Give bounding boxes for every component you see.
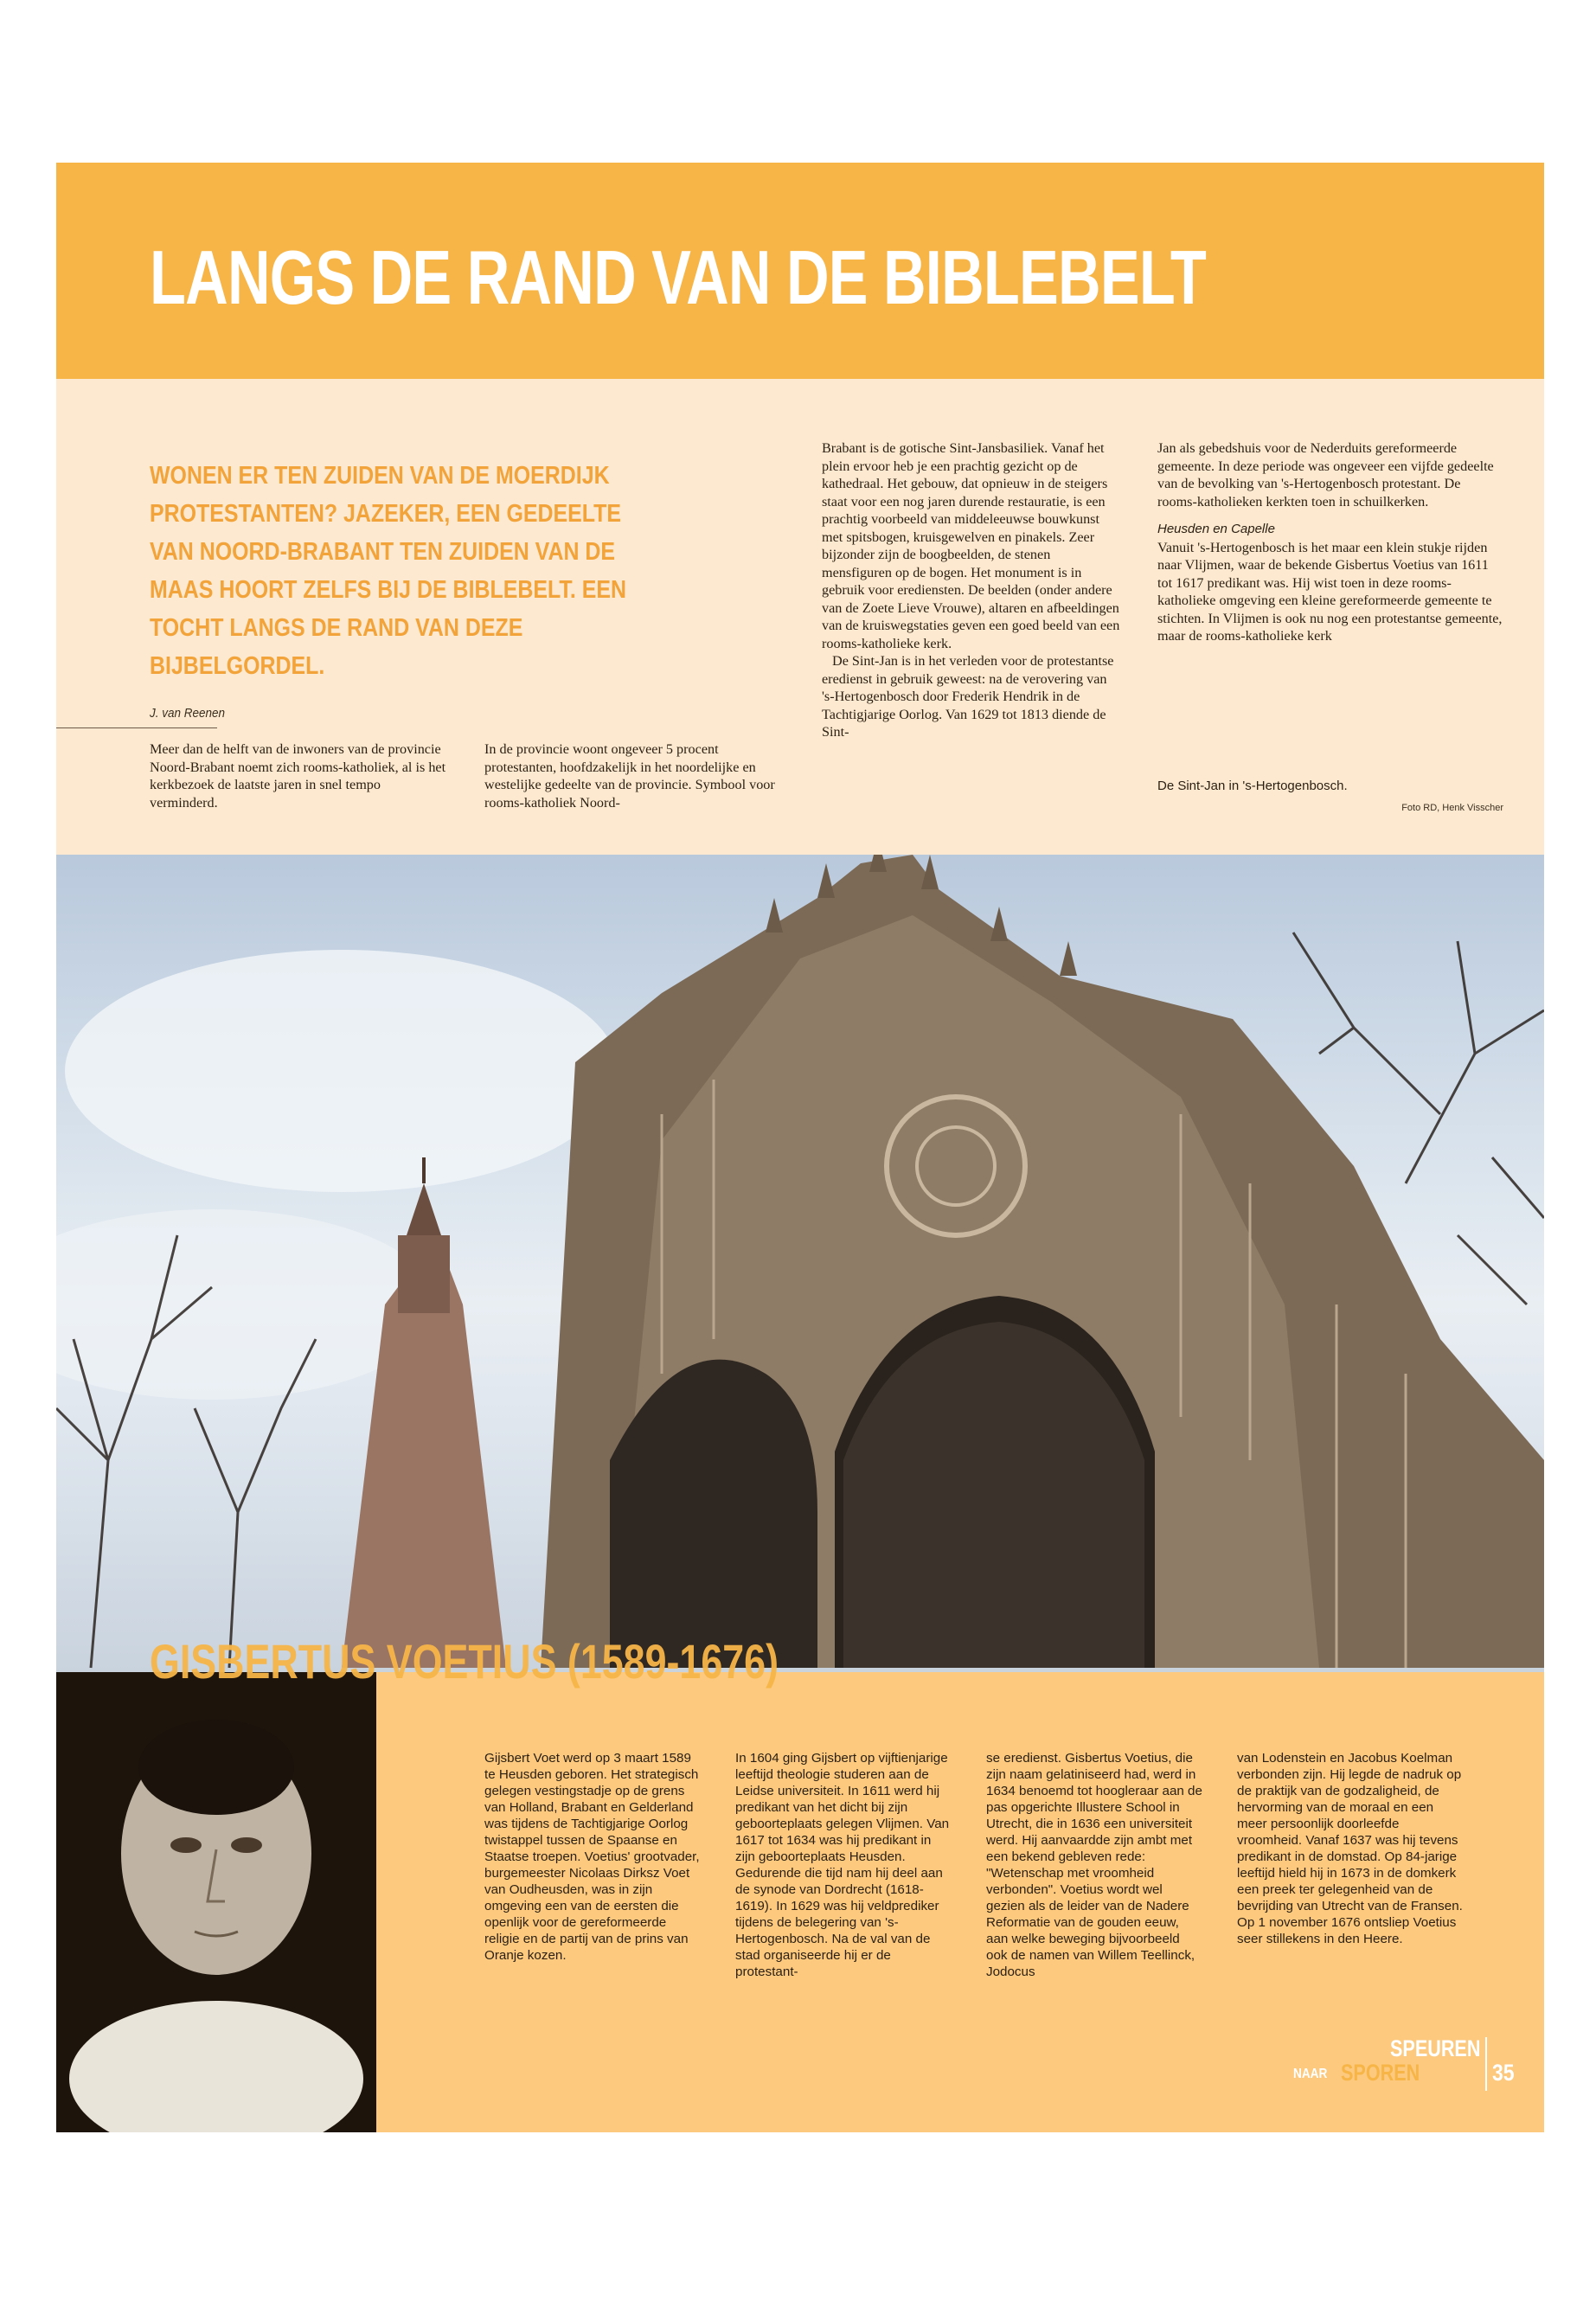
page-title: LANGS DE RAND VAN DE BIBLEBELT [150,234,1207,320]
intro-column-4-text-b: Vanuit 's-Hertogenbosch is het maar een klein stukje rijden naar Vlijmen, waar de bekende Gisbertus Voetius van 1611 tot 1617 predikant was. Hij wist toen in deze rooms-katholieke omgeving een kleine gereformeerde gemeente te stichten. In Vlijmen is ook nu nog een protestantse gemeente, maar de rooms-katholieke kerk [1157,539,1503,644]
intro-column-1 [150,740,448,811]
byline-divider [56,727,217,728]
page-number: 35 [1492,2060,1515,2086]
header-band [56,163,1544,379]
voetius-column-1 [484,1750,701,1964]
cathedral-illustration [56,855,1544,1672]
voetius-title: GISBERTUS VOETIUS (1589-1676) [150,1634,779,1689]
byline: J. van Reenen [150,706,226,721]
voetius-column-4-text: van Lodenstein en Jacobus Koelman verbonden zijn. Hij legde de nadruk op de praktijk van de godzaligheid, de hervorming van de moraal en een meer persoonlijk doorleefde vroomheid. Vanaf 1637 was hij tevens predikant in de domstad. Op 84-jarige leeftijd hield hij in 1673 in de domkerk een preek ter gelegenheid van de bevrijding van Utrecht van de Fransen. Op 1 november 1676 ontsliep Voetius seer stillekens in den Heere. [1237,1751,1463,1946]
brand-divider [1485,2037,1487,2091]
brand-speuren: SPEUREN [1390,2035,1481,2061]
intro-column-4 [1157,439,1503,645]
brand-sporen: SPOREN [1341,2060,1420,2086]
section-subheading: Heusden en Capelle [1157,522,1275,536]
voetius-column-3-text: se eredienst. Gisbertus Voetius, die zijn naam gelatiniseerd had, werd in 1634 benoemd tot hoogleraar aan de pas opgerichte Illustere School in Utrecht, die in 1636 een universiteit werd. Hij aanvaardde zijn ambt met een bekend gebleven rede: "Wetenschap met vroomheid verbonden". Voetius wordt wel gezien als de leider van de Nadere Reformatie van de gouden eeuw, aan welke beweging bijvoorbeeld ook de namen van Willem Teellinck, Jodocus [986,1751,1202,1979]
intro-column-4-text-a: Jan als gebedshuis voor de Nederduits gereformeerde gemeente. In deze periode was ongeveer een vijfde gedeelte van de bevolking van 's-Hertogenbosch protestant. De rooms-katholieken kerkten toen in schuilkerken. [1157,440,1494,510]
intro-section [56,379,1544,855]
voetius-column-3 [986,1750,1202,1980]
voetius-column-2 [735,1750,952,1980]
intro-column-3-text-a: Brabant is de gotische Sint-Jansbasiliek. Vanaf het plein ervoor heb je een prachtig gezicht op de kathedraal. Het gebouw, dat opnieuw in de steigers staat voor een nog jaren durende restauratie, is een prachtig voorbeeld van middeleeuwse bouwkunst met spitsbogen, kruisgewelven en pinakels. Zeer bijzonder zijn de boogbeelden, de stenen mensfiguren op de bogen. Het monument is in gebruik voor erediensten. De beelden (onder andere van de Zoete Lieve Vrouwe), altaren en afbeeldingen van de kruiswegstaties geven een goed beeld van een rooms-katholieke kerk. [822,440,1120,651]
photo-credit: Foto RD, Henk Visscher [1401,803,1503,813]
cathedral-photo [56,855,1544,1672]
voetius-portrait [56,1672,376,2132]
voetius-column-2-text: In 1604 ging Gijsbert op vijftienjarige leeftijd theologie studeren aan de Leidse universiteit. In 1611 werd hij predikant van het dicht bij zijn geboorteplaats gelegen Vlijmen. Van 1617 tot 1634 was hij predikant in zijn geboorteplaats Heusden. Gedurende die tijd nam hij deel aan de synode van Dordrecht (1618-1619). In 1629 was hij veldprediker tijdens de belegering van 's-Hertogenbosch. Na de val van de stad organiseerde hij er de protestant- [735,1751,950,1979]
magazine-brand [1293,2035,1535,2105]
intro-column-2-text: In de provincie woont ongeveer 5 procent protestanten, hoofdzakelijk in het noordelijke en westelijke gedeelte van de provincie. Symbool voor rooms-katholiek Noord- [484,741,775,811]
portrait-illustration [56,1672,376,2132]
brand-naar: NAAR [1293,2067,1328,2081]
voetius-column-1-text: Gijsbert Voet werd op 3 maart 1589 te Heusden geboren. Het strategisch gelegen vestingstadje op de grens van Holland, Brabant en Gelderland was tijdens de Tachtigjarige Oorlog twistappel tussen de Spaanse en Staatse troepen. Voetius' grootvader, burgemeester Nicolaas Dirksz Voet van Oudheusden, was in zijn omgeving een van de eersten die openlijk voor de gereformeerde religie en de partij van de prins van Oranje kozen. [484,1751,700,1963]
voetius-column-4 [1237,1750,1466,1947]
lead-paragraph: WONEN ER TEN ZUIDEN VAN DE MOERDIJK PROTESTANTEN? JAZEKER, EEN GEDEELTE VAN NOORD-BRABANT TEN ZUIDEN VAN DE MAAS HOORT ZELFS BIJ DE BIBLEBELT. EEN TOCHT LANGS DE RAND VAN DEZE BIJBELGORDEL. [150,462,627,680]
intro-column-1-text: Meer dan de helft van de inwoners van de provincie Noord-Brabant noemt zich rooms-katholiek, al is het kerkbezoek de laatste jaren in snel tempo verminderd. [150,741,446,811]
intro-column-3 [822,439,1120,741]
photo-caption: De Sint-Jan in 's-Hertogenbosch. [1157,779,1348,793]
intro-column-2 [484,740,783,811]
intro-column-3-text-b: De Sint-Jan is in het verleden voor de protestantse eredienst in gebruik geweest: na de verovering van 's-Hertogenbosch door Frederik Hendrik in de Tachtigjarige Oorlog. Van 1629 tot 1813 diende de Sint- [822,653,1114,740]
magazine-page [56,163,1544,2132]
